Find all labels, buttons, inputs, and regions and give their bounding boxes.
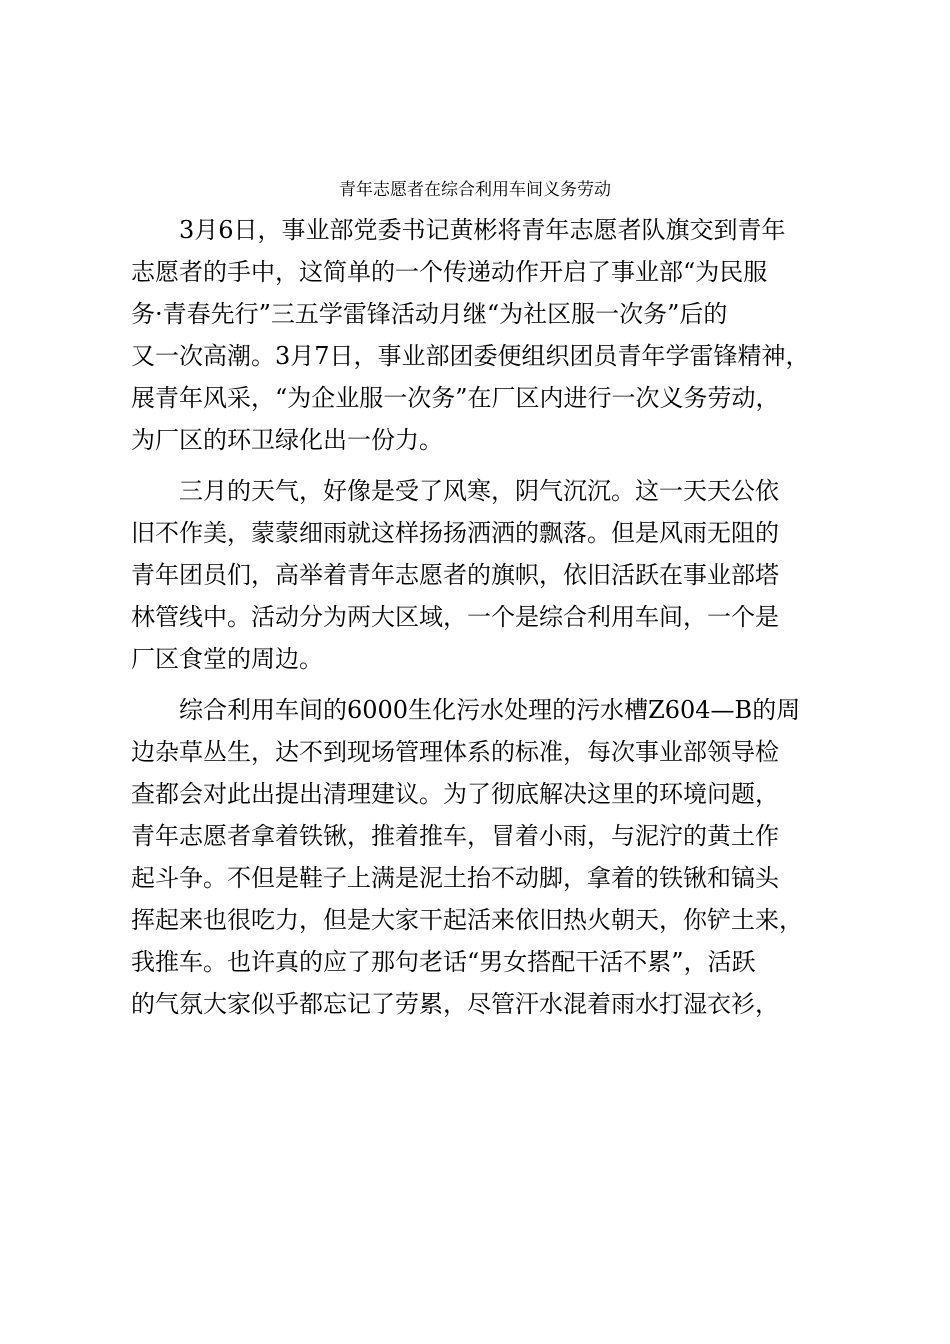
text-line: 3月6日，事业部党委书记黄彬将青年志愿者队旗交到青年 — [179, 216, 786, 244]
text-line: 三月的天气，好像是受了风寒，阴气沉沉。这一天天公依 — [179, 477, 779, 505]
text-line: 查都会对此出提出清理建议。为了彻底解决这里的环境问题， — [131, 780, 779, 808]
text-line: 起斗争。不但是鞋子上满是泥土抬不动脚，拿着的铁锹和镐头 — [131, 864, 779, 892]
paragraph — [131, 209, 831, 461]
paragraph-spacer — [131, 461, 831, 470]
paragraph — [131, 689, 831, 1025]
text-line: 为厂区的环卫绿化出一份力。 — [131, 426, 443, 454]
text-line: 志愿者的手中，这简单的一个传递动作开启了事业部“为民服 — [131, 258, 768, 286]
text-line: 的气氛大家似乎都忘记了劳累，尽管汗水混着雨水打湿衣衫， — [131, 990, 779, 1018]
paragraph-spacer — [131, 680, 831, 689]
text-line: 综合利用车间的6000生化污水处理的污水槽Z604—B的周 — [179, 696, 801, 724]
text-line: 厂区食堂的周边。 — [131, 645, 323, 673]
paragraph — [131, 470, 831, 680]
text-line: 旧不作美，蒙蒙细雨就这样扬扬洒洒的飘落。但是风雨无阻的 — [131, 519, 779, 547]
text-line: 青年志愿者拿着铁锹，推着推车，冒着小雨，与泥泞的黄土作 — [131, 822, 779, 850]
text-line: 又一次高潮。3月7日，事业部团委便组织团员青年学雷锋精神， — [131, 342, 810, 370]
text-line: 展青年风采，“为企业服一次务”在厂区内进行一次义务劳动， — [131, 384, 780, 412]
text-line: 务·青春先行”三五学雷锋活动月继“为社区服一次务”后的 — [131, 300, 728, 328]
article-body — [131, 209, 831, 1025]
text-line: 边杂草丛生，达不到现场管理体系的标准，每次事业部领导检 — [131, 738, 779, 766]
photo-caption: 青年志愿者在综合利用车间义务劳动 — [339, 180, 611, 200]
text-line: 林管线中。活动分为两大区域，一个是综合利用车间，一个是 — [131, 603, 779, 631]
text-line: 青年团员们，高举着青年志愿者的旗帜，依旧活跃在事业部塔 — [131, 561, 779, 589]
text-line: 挥起来也很吃力，但是大家干起活来依旧热火朝天，你铲土来， — [131, 906, 803, 934]
text-line: 我推车。也许真的应了那句老话“男女搭配干活不累”，活跃 — [131, 948, 756, 976]
